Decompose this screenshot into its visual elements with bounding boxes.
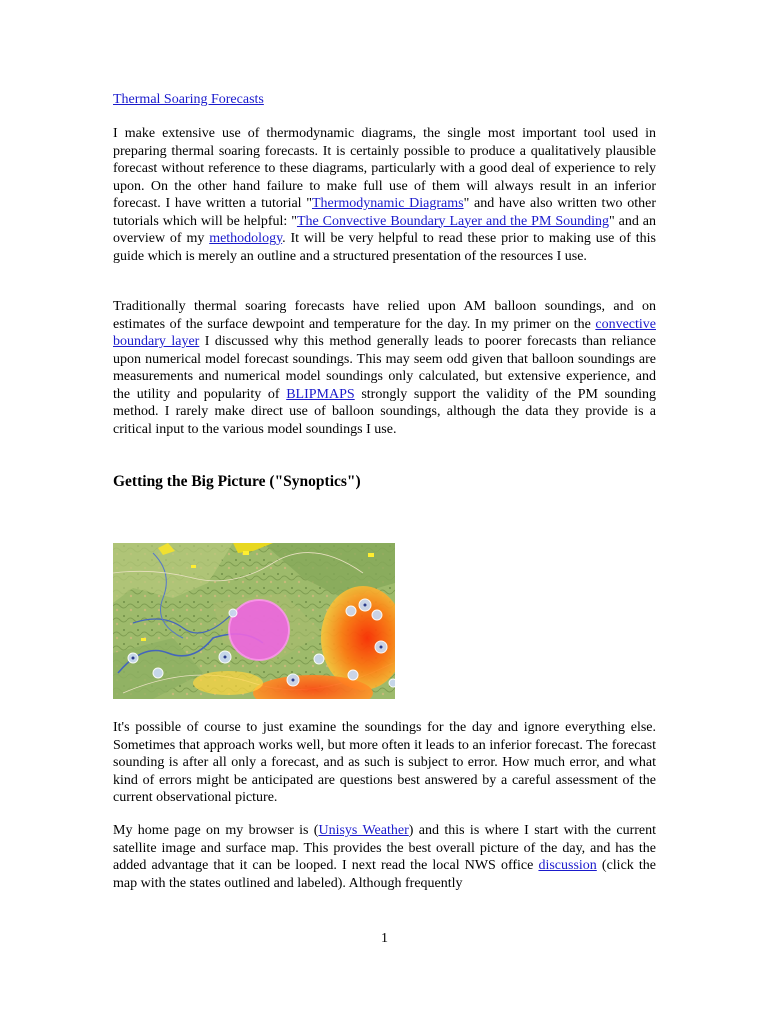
page-number: 1 (381, 931, 388, 946)
convective-boundary-layer-pm-sounding-link[interactable]: The Convective Boundary Layer and the PM Sounding (296, 213, 609, 229)
nws-discussion-link[interactable]: discussion (538, 858, 597, 873)
text: " and have also written two other tutorials which will be helpful: " (113, 196, 656, 229)
section-heading: Getting the Big Picture ("Synoptics") (113, 473, 361, 490)
paragraph-balloon-soundings (113, 298, 656, 438)
methodology-link[interactable]: methodology (209, 231, 283, 246)
paragraph-observational-picture: It's possible of course to just examine the soundings for the day and ignore everything else. Sometimes that approach works well, but more often it leads to an inferior forecast. The forecast sounding is after all only a forecast, and as such is subject to error. How much error, and what kind of errors might be anticipated are questions best answered by a careful assessment of the current observational picture. (113, 720, 656, 805)
text: I discussed why this method generally leads to poorer forecasts than reliance upon numerical model forecast soundings. This may seem odd given that balloon soundings are measurements and numerical model soundings only calculated, but extensive experience, and the utility and popularity of (113, 334, 656, 402)
convective-boundary-layer-link[interactable]: convective boundary layer (113, 316, 656, 349)
text: Traditionally thermal soaring forecasts have relied upon AM balloon soundings, and on estimates of the surface dewpoint and temperature for the day. In my primer on the (113, 299, 656, 332)
text: My home page on my browser is ( (113, 823, 319, 838)
paragraph-unisys-weather (113, 822, 656, 892)
text: I make extensive use of thermodynamic diagrams, the single most important tool used in preparing thermal soaring forecasts. It is certainly possible to produce a qualitatively plausible forecast without reference to these diagrams, particularly with a good deal of experience to rely upon. On the other hand failure to make full use of them will always result in an inferior forecast. I have written a tutorial " (113, 126, 656, 211)
text: . It will be very helpful to read these prior to making use of this guide which is merely an outline and a structured presentation of the resources I use. (113, 231, 656, 264)
text: strongly support the validity of the PM sounding method. I rarely make direct use of balloon soundings, although the data they provide is a critical input to the various model soundings I use. (113, 386, 656, 437)
section-title-link[interactable]: Thermal Soaring Forecasts (113, 92, 264, 107)
blipmaps-link[interactable]: BLIPMAPS (286, 386, 355, 402)
text: ) and this is where I start with the current satellite image and surface map. This provides the best overall picture of the day, and has the added advantage that it can be looped. I next read the local NWS office (113, 823, 657, 873)
paragraph-thermodynamic-diagrams (113, 125, 656, 265)
thermodynamic-diagrams-link[interactable]: Thermodynamic Diagrams (311, 196, 464, 211)
weather-map-image (113, 543, 395, 699)
text: " and an overview of my (113, 213, 656, 246)
text: (click the map with the states outlined and labeled). Although frequently (113, 858, 656, 891)
unisys-weather-link[interactable]: Unisys Weather (318, 823, 409, 838)
